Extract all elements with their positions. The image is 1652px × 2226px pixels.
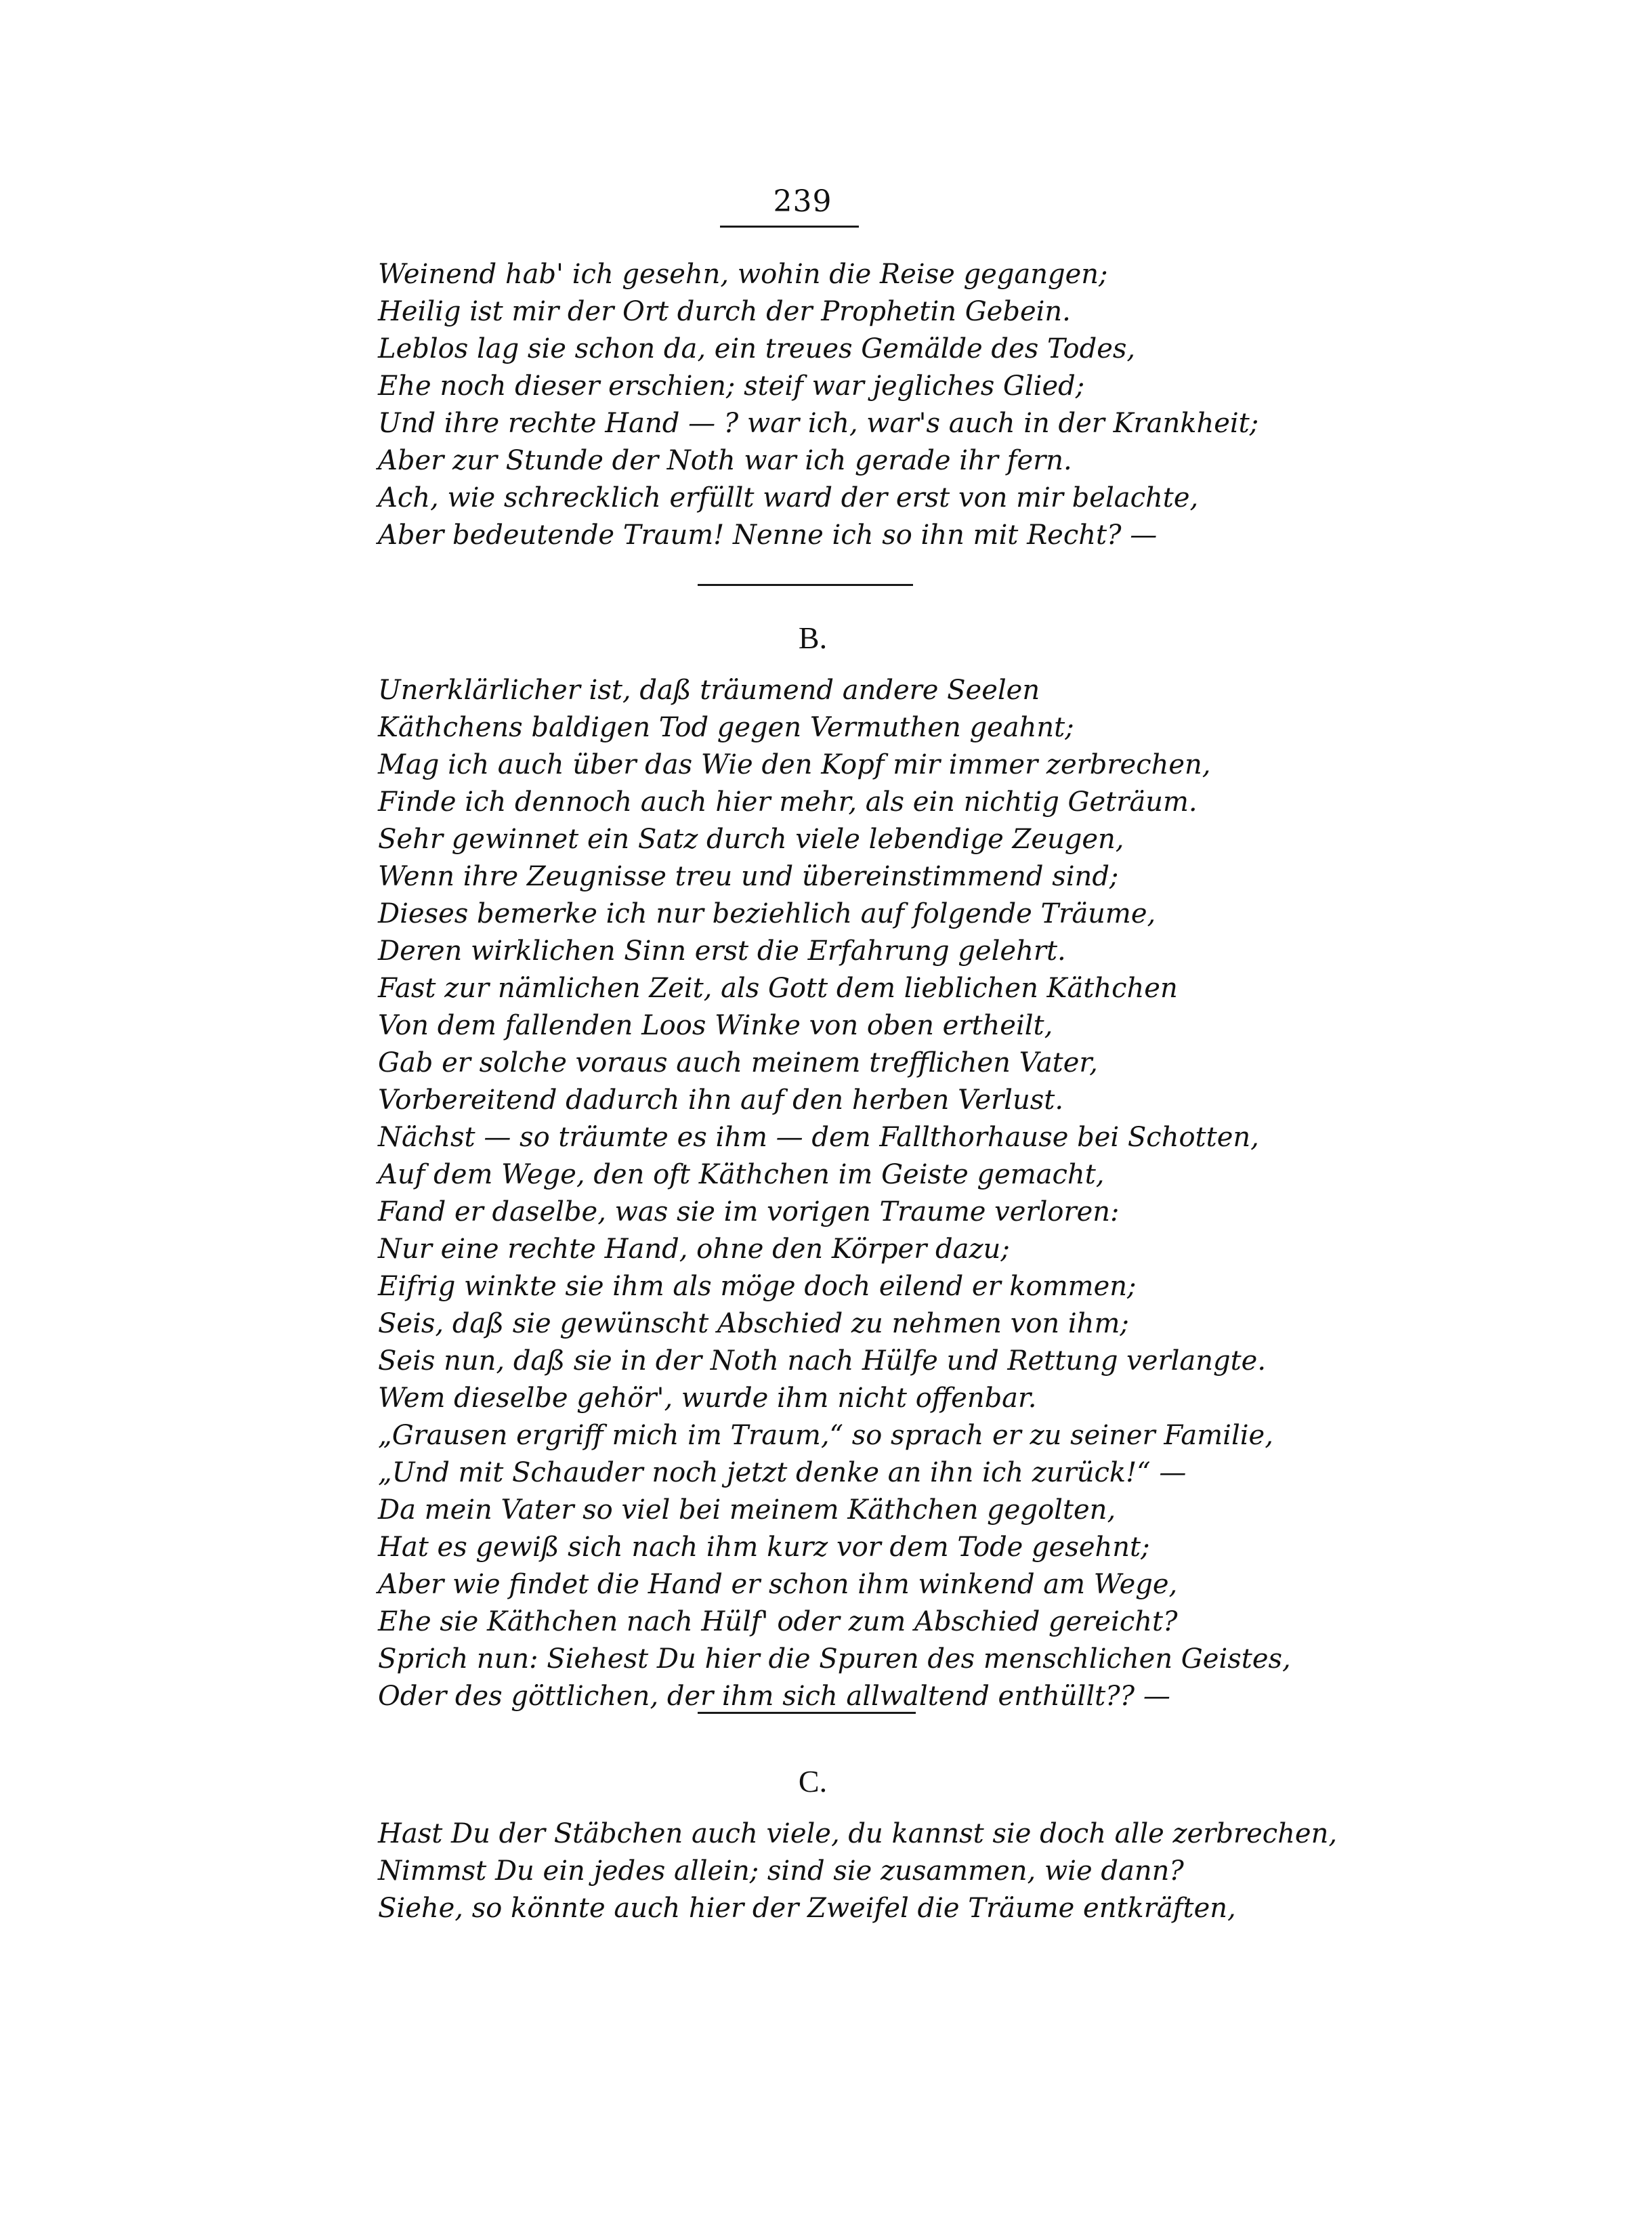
verse-line: Oder des göttlichen, der ihm sich allwaltend enthüllt?? — [378, 1681, 1170, 1712]
verse-line: Ehe noch dieser erschien; steif war jegliches Glied; [378, 371, 1085, 402]
verse-line: Fand er daselbe, was sie im vorigen Traume verloren: [378, 1196, 1120, 1227]
verse-line: Nimmst Du ein jedes allein; sind sie zusammen, wie dann? [378, 1855, 1184, 1887]
verse-line: Siehe, so könnte auch hier der Zweifel die Träume entkräften, [378, 1893, 1236, 1924]
verse-line: Gab er solche voraus auch meinem trefflichen Vater, [378, 1047, 1098, 1078]
verse-line: Käthchens baldigen Tod gegen Vermuthen geahnt; [378, 712, 1074, 743]
stanza-a [378, 256, 1258, 554]
verse-line: „Und mit Schauder noch jetzt denke an ihn ich zurück!“ — [378, 1457, 1187, 1488]
verse-line: Weinend hab' ich gesehn, wohin die Reise gegangen; [378, 259, 1108, 290]
page-number-rule [720, 226, 859, 228]
verse-line: Und ihre rechte Hand — ? war ich, war's auch in der Krankheit; [378, 408, 1259, 439]
stanza-b [378, 672, 1291, 1715]
verse-line: Auf dem Wege, den oft Käthchen im Geiste gemacht, [378, 1159, 1105, 1190]
verse-line: Dieses bemerke ich nur beziehlich auf folgende Träume, [378, 898, 1156, 929]
section-divider-c [698, 1712, 916, 1714]
verse-line: „Grausen ergriff mich im Traum,“ so sprach er zu seiner Familie, [378, 1420, 1273, 1451]
verse-line: Eifrig winkte sie ihm als möge doch eilend er kommen; [378, 1271, 1137, 1302]
verse-line: Fast zur nämlichen Zeit, als Gott dem lieblichen Käthchen [378, 973, 1178, 1004]
verse-line: Seis, daß sie gewünscht Abschied zu nehmen von ihm; [378, 1308, 1129, 1339]
section-divider-b [698, 584, 913, 586]
verse-line: Vorbereitend dadurch ihn auf den herben Verlust. [378, 1085, 1064, 1116]
verse-line: Mag ich auch über das Wie den Kopf mir immer zerbrechen, [378, 749, 1211, 780]
verse-line: Von dem fallenden Loos Winke von oben ertheilt, [378, 1010, 1053, 1041]
verse-line: Nächst — so träumte es ihm — dem Fallthorhause bei Schotten, [378, 1122, 1259, 1153]
verse-line: Aber wie findet die Hand er schon ihm winkend am Wege, [378, 1569, 1178, 1600]
verse-line: Hast Du der Stäbchen auch viele, du kannst sie doch alle zerbrechen, [378, 1818, 1338, 1849]
verse-line: Aber bedeutende Traum! Nenne ich so ihn mit Recht? — [378, 520, 1158, 551]
verse-line: Leblos lag sie schon da, ein treues Gemälde des Todes, [378, 333, 1136, 364]
verse-line: Sprich nun: Siehest Du hier die Spuren des menschlichen Geistes, [378, 1643, 1291, 1675]
verse-line: Sehr gewinnet ein Satz durch viele lebendige Zeugen, [378, 824, 1124, 855]
section-heading-c: C. [798, 1764, 828, 1799]
verse-line: Deren wirklichen Sinn erst die Erfahrung gelehrt. [378, 936, 1066, 967]
verse-line: Ehe sie Käthchen nach Hülf' oder zum Abschied gereicht? [378, 1606, 1178, 1637]
verse-line: Ach, wie schrecklich erfüllt ward der erst von mir belachte, [378, 482, 1199, 513]
verse-line: Nur eine rechte Hand, ohne den Körper dazu; [378, 1234, 1010, 1265]
verse-line: Wenn ihre Zeugnisse treu und übereinstimmend sind; [378, 861, 1119, 892]
verse-line: Da mein Vater so viel bei meinem Käthchen gegolten, [378, 1494, 1116, 1526]
verse-line: Hat es gewiß sich nach ihm kurz vor dem Tode gesehnt; [378, 1532, 1150, 1563]
page-number: 239 [773, 184, 832, 219]
verse-line: Finde ich dennoch auch hier mehr, als ein nichtig Geträum. [378, 786, 1198, 818]
verse-line: Unerklärlicher ist, daß träumend andere Seelen [378, 675, 1040, 706]
stanza-c [378, 1815, 1338, 1927]
verse-line: Seis nun, daß sie in der Noth nach Hülfe und Rettung verlangte. [378, 1345, 1267, 1377]
section-heading-b: B. [798, 621, 828, 655]
verse-line: Aber zur Stunde der Noth war ich gerade ihr fern. [378, 445, 1072, 476]
verse-line: Wem dieselbe gehör', wurde ihm nicht offenbar. [378, 1383, 1037, 1414]
verse-line: Heilig ist mir der Ort durch der Prophetin Gebein. [378, 296, 1071, 327]
